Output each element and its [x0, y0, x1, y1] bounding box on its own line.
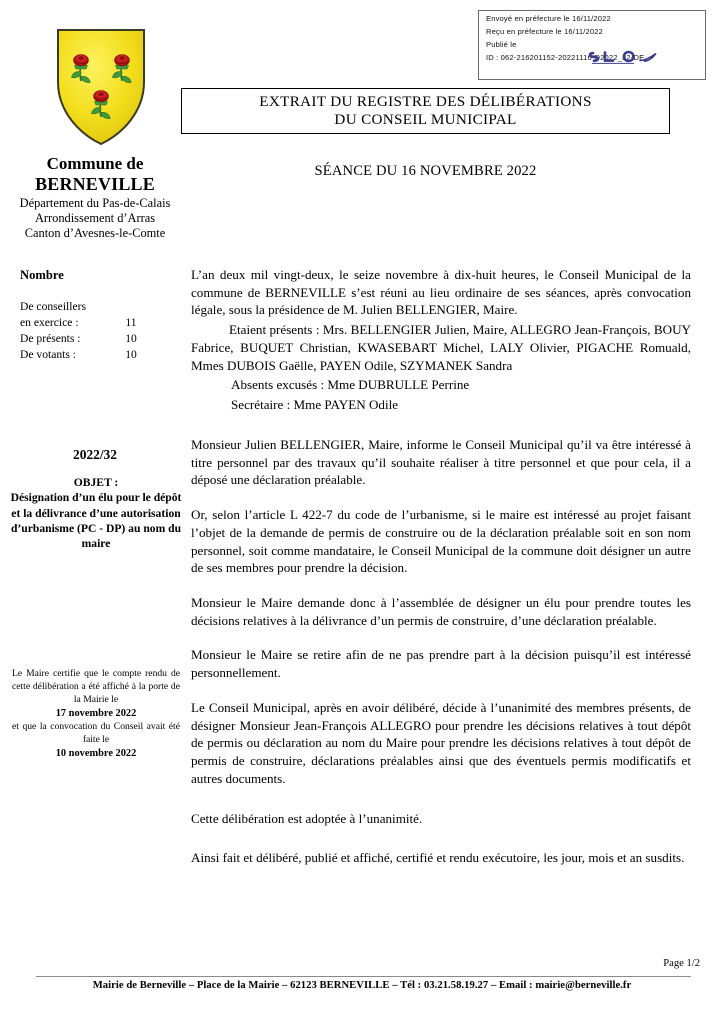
stamp-id-line: ID : 062-216201152-20221116-D2022_32-DE — [486, 53, 645, 63]
attendance-heading: Nombre — [20, 268, 64, 282]
attendance-label: De conseillers — [20, 300, 86, 313]
paragraph-5-decision: Le Conseil Municipal, après en avoir délibéré, décide à l’unanimité des membres présents, de désigner Monsieur Jean-François ALLEGRO pour prendre les décisions relatives à tout dépôt de permis ou déclaration au nom du Maire pour prendre les décisions relatives à tout dépôt de permis de construire, déclarations préalables ainsi que des éventuels permis modificatifs et autres documents. — [191, 699, 691, 786]
coat-of-arms-icon — [52, 26, 150, 148]
document-title-box — [181, 88, 670, 134]
commune-arrondissement: Arrondissement d’Arras — [34, 210, 156, 225]
table-row — [20, 315, 180, 331]
objet-text: Désignation d’un élu pour le dépôt et la délivrance d’une autorisation d’urbanisme (PC - DP) au nom du maire — [10, 491, 182, 551]
paragraph-6-adoption: Cette délibération est adoptée à l’unanimité. — [191, 810, 423, 826]
table-row — [20, 347, 180, 363]
footer-divider — [36, 976, 691, 977]
attendance-label: De présents : — [20, 331, 81, 345]
prefecture-stamp-box — [478, 10, 706, 80]
stamp-published-line: Publié le — [486, 40, 517, 50]
document-title-line2: DU CONSEIL MUNICIPAL — [334, 111, 517, 128]
paragraph-members-present: Etaient présents : Mrs. BELLENGIER Julien, Maire, ALLEGRO Jean-François, BOUY Fabrice, BUQUET Christian, KWASEBART Michel, LALY Olivier, PIGACHE Romuald, Mmes DUBOIS Gaëlle, PAYEN Odile, SZYMANEK Sandra — [191, 322, 691, 373]
commune-name: BERNEVILLE — [35, 173, 155, 194]
attendance-value: 10 — [125, 331, 137, 345]
paragraph-1: Monsieur Julien BELLENGIER, Maire, informe le Conseil Municipal qu’il va être intéressé à titre personnel par des travaux qu’il souhaite réaliser à titre personnel et que pour cela, il a déposé une déclaration préalable. — [191, 436, 691, 488]
attendance-label: en exercice : — [20, 315, 79, 329]
stamp-received-line: Reçu en préfecture le 16/11/2022 — [486, 27, 604, 37]
footer-contact: Mairie de Berneville – Place de la Mairie – 62123 BERNEVILLE – Tél : 03.21.58.19.27 – Email : mairie@berneville.fr — [92, 980, 632, 991]
attendance-value: 11 — [125, 315, 137, 329]
paragraph-members-absent: Absents excusés : Mme DUBRULLE Perrine — [231, 377, 470, 393]
table-row — [20, 331, 180, 347]
paragraph-4: Monsieur le Maire se retire afin de ne pas prendre part à la décision puisqu’il est intéressé personnellement. — [191, 647, 691, 681]
attendance-label: De votants : — [20, 347, 77, 361]
objet-heading: OBJET : — [73, 476, 119, 489]
paragraph-3: Monsieur le Maire demande donc à l’assemblée de désigner un élu pour prendre toutes les décisions relatives à la délivrance d’un permis de construire, d’une déclaration préalable. — [191, 595, 691, 628]
deliberation-number: 2022/32 — [73, 447, 117, 462]
paragraph-secretary: Secrétaire : Mme PAYEN Odile — [231, 397, 399, 413]
table-row — [20, 299, 180, 315]
attendance-table — [20, 299, 180, 363]
document-title-line1: EXTRAIT DU REGISTRE DES DÉLIBÉRATIONS — [259, 92, 592, 110]
commune-departement: Département du Pas-de-Calais — [19, 195, 171, 210]
commune-canton: Canton d’Avesnes-le-Comte — [24, 226, 166, 241]
session-date-heading: SÉANCE DU 16 NOVEMBRE 2022 — [314, 163, 537, 179]
commune-identity-block — [0, 154, 190, 241]
objet-block — [10, 475, 182, 551]
paragraph-7-closing: Ainsi fait et délibéré, publié et affiché, certifié et rendu exécutoire, les jour, mois et an susdits. — [191, 850, 685, 866]
paragraph-opening: L’an deux mil vingt-deux, le seize novembre à dix-huit heures, le Conseil Municipal de la commune de BERNEVILLE s’est réuni au lieu ordinaire de ses séances, après convocation légale, sous la présidence de M. Julien BELLENGIER, Maire. — [191, 267, 691, 318]
attendance-value: 10 — [125, 347, 137, 361]
paragraph-2: Or, selon l’article L 422-7 du code de l’urbanisme, si le maire est intéressé au projet faisant l’objet de la demande de permis de construire ou de la déclaration préalable soit en son nom personnel, soit comme mandataire, le Conseil Municipal de la commune doit désigner un autre de ses membres pour prendre la décision. — [191, 507, 691, 576]
stamp-sent-line: Envoyé en préfecture le 16/11/2022 — [486, 14, 611, 23]
certification-posting-date: 17 novembre 2022 — [55, 707, 137, 719]
certification-text-1: Le Maire certifie que le compte rendu de cette délibération a été affiché à la porte de la Mairie le — [12, 668, 180, 705]
certification-text-2: et que la convocation du Conseil avait été faite le — [12, 720, 180, 745]
commune-label: Commune de — [46, 154, 144, 173]
attendance-value — [116, 299, 146, 315]
page-number: Page 1/2 — [663, 958, 700, 969]
certification-convocation-date: 10 novembre 2022 — [55, 747, 137, 759]
mayor-certification-block — [12, 668, 180, 761]
deliberation-body — [191, 266, 691, 867]
